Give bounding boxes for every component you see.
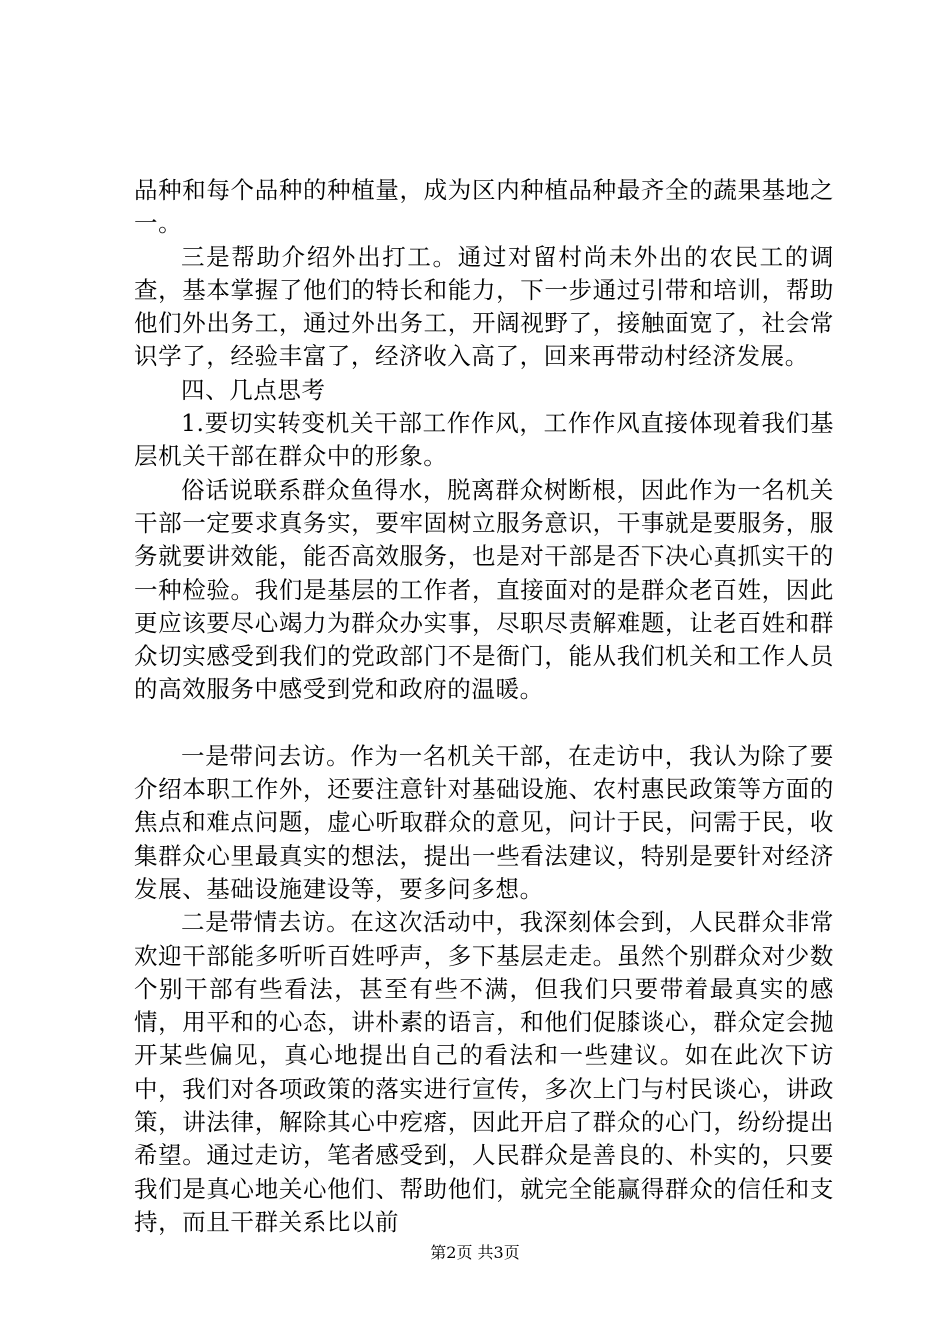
paragraph-visit-with-feeling: 二是带情去访。在这次活动中，我深刻体会到，人民群众非常欢迎干部能多听听百姓呼声，多下基层走走。虽然个别群众对少数个别干部有些看法，甚至有些不满，但我们只要带着最真实的感情，用平和的心态，讲朴素的语言，和他们促膝谈心，群众定会抛开某些偏见，真心地提出自己的看法和一些建议。如在此次下访中，我们对各项政策的落实进行宣传，多次上门与村民谈心，讲政策，讲法律，解除其心中疙瘩，因此开启了群众的心门，纷纷提出希望。通过走访，笔者感受到，人民群众是善良的、朴实的，只要我们是真心地关心他们、帮助他们，就完全能赢得群众的信任和支持，而且干群关系比以前 xyxy=(134,908,834,1236)
page-number: 第2页 共3页 xyxy=(430,1243,520,1262)
page-footer xyxy=(0,1243,950,1263)
paragraph-visit-with-questions: 一是带问去访。作为一名机关干部，在走访中，我认为除了要介绍本职工作外，还要注意针对基础设施、农村惠民政策等方面的焦点和难点问题，虚心听取群众的意见，问计于民，问需于民，收集群众心里最真实的想法，提出一些看法建议，特别是要针对经济发展、基础设施建设等，要多问多想。 xyxy=(134,741,834,903)
paragraph-help-migrant-work: 三是帮助介绍外出打工。通过对留村尚未外出的农民工的调查，基本掌握了他们的特长和能力，下一步通过引带和培训，帮助他们外出务工，通过外出务工，开阔视野了，接触面宽了，社会常识学了，经验丰富了，经济收入高了，回来再带动村经济发展。 xyxy=(134,242,834,371)
paragraph-point-1: 1.要切实转变机关干部工作作风，工作作风直接体现着我们基层机关干部在群众中的形象。 xyxy=(134,409,834,471)
paragraph-continuation: 品种和每个品种的种植量，成为区内种植品种最齐全的蔬果基地之一。 xyxy=(134,176,834,238)
paragraph-serve-masses: 俗话说联系群众鱼得水，脱离群众树断根，因此作为一名机关干部一定要求真务实，要牢固树立服务意识，干事就是要服务，服务就要讲效能，能否高效服务，也是对干部是否下决心真抓实干的一种检验。我们是基层的工作者，直接面对的是群众老百姓，因此更应该要尽心竭力为群众办实事，尽职尽责解难题，让老百姓和群众切实感受到我们的党政部门不是衙门，能从我们机关和工作人员的高效服务中感受到党和政府的温暖。 xyxy=(134,475,834,704)
document-body xyxy=(134,174,834,1239)
section-heading-reflections: 四、几点思考 xyxy=(181,375,326,404)
